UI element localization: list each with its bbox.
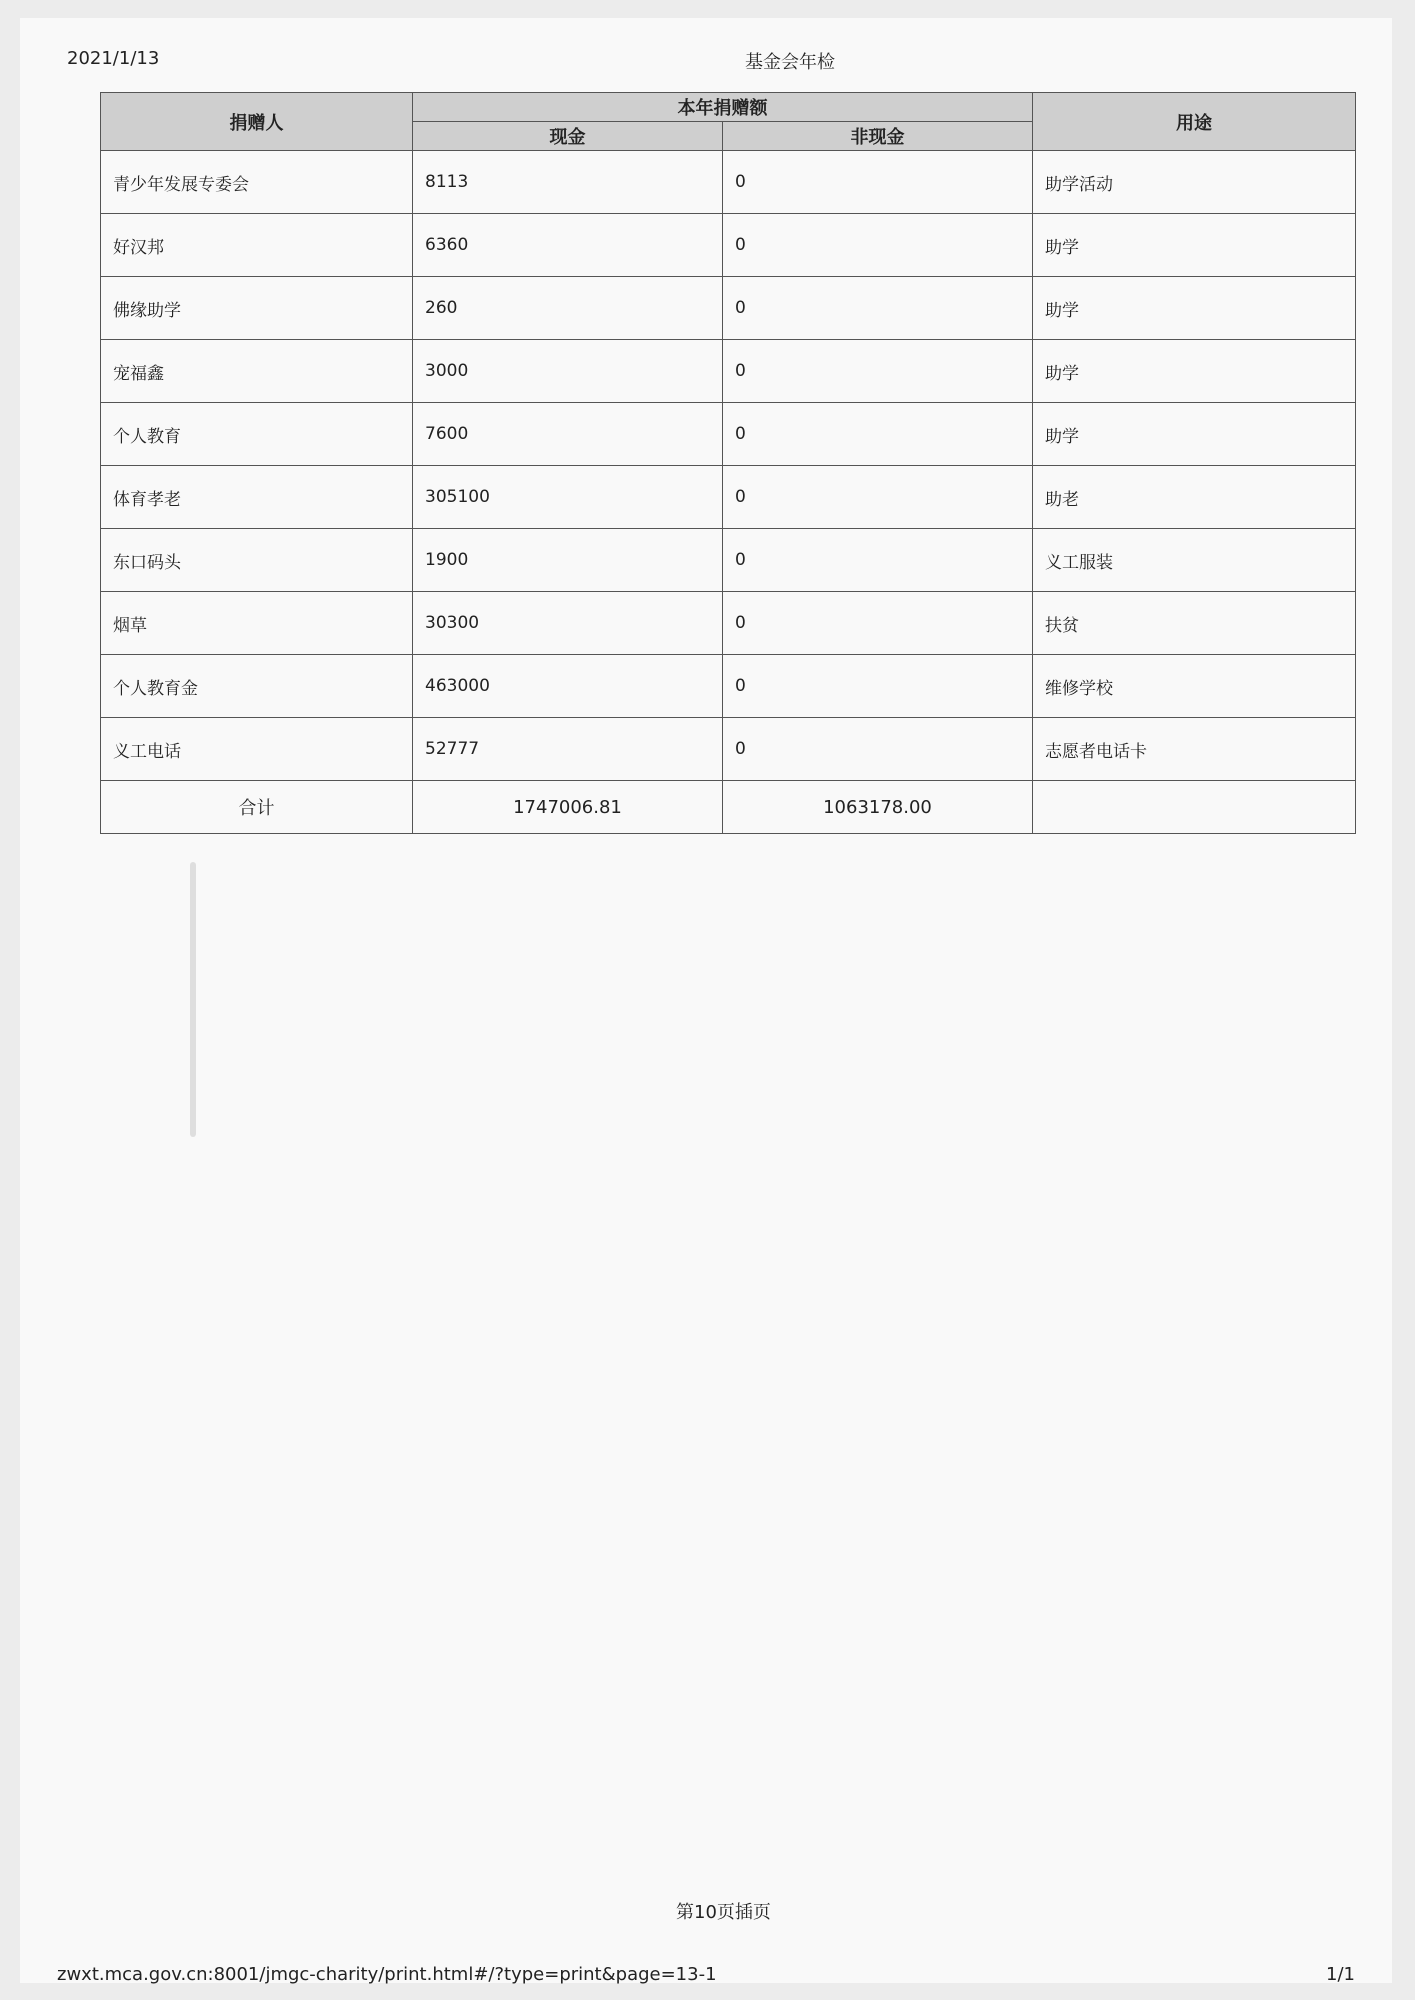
cell-noncash: 0 bbox=[723, 403, 1033, 466]
table-row bbox=[101, 466, 1356, 529]
cell-cash: 7600 bbox=[413, 403, 723, 466]
cell-donor: 烟草 bbox=[101, 592, 413, 655]
cell-donor: 东口码头 bbox=[101, 529, 413, 592]
table-row bbox=[101, 403, 1356, 466]
print-date: 2021/1/13 bbox=[67, 48, 160, 69]
cell-cash: 260 bbox=[413, 277, 723, 340]
cell-cash: 52777 bbox=[413, 718, 723, 781]
cell-purpose: 助老 bbox=[1033, 466, 1356, 529]
cell-cash: 305100 bbox=[413, 466, 723, 529]
cell-donor: 个人教育金 bbox=[101, 655, 413, 718]
cell-donor: 个人教育 bbox=[101, 403, 413, 466]
cash-header: 现金 bbox=[413, 122, 723, 151]
cell-cash: 8113 bbox=[413, 151, 723, 214]
cell-donor: 体育孝老 bbox=[101, 466, 413, 529]
table-row bbox=[101, 277, 1356, 340]
total-purpose bbox=[1033, 781, 1356, 834]
table-row bbox=[101, 151, 1356, 214]
cell-purpose: 助学 bbox=[1033, 403, 1356, 466]
cell-donor: 青少年发展专委会 bbox=[101, 151, 413, 214]
cell-cash: 463000 bbox=[413, 655, 723, 718]
cell-cash: 1900 bbox=[413, 529, 723, 592]
amount-group-header: 本年捐赠额 bbox=[413, 93, 1033, 122]
cell-purpose: 义工服装 bbox=[1033, 529, 1356, 592]
table-row bbox=[101, 529, 1356, 592]
insert-page-note: 第10页插页 bbox=[676, 1902, 771, 1923]
cell-donor: 好汉邦 bbox=[101, 214, 413, 277]
donations-table bbox=[100, 92, 1356, 834]
cell-purpose: 志愿者电话卡 bbox=[1033, 718, 1356, 781]
cell-purpose: 维修学校 bbox=[1033, 655, 1356, 718]
total-noncash: 1063178.00 bbox=[723, 781, 1033, 834]
noncash-header: 非现金 bbox=[723, 122, 1033, 151]
table-header-row bbox=[101, 93, 1356, 122]
cell-noncash: 0 bbox=[723, 151, 1033, 214]
cell-noncash: 0 bbox=[723, 592, 1033, 655]
cell-cash: 6360 bbox=[413, 214, 723, 277]
cell-noncash: 0 bbox=[723, 466, 1033, 529]
cell-donor: 宠福鑫 bbox=[101, 340, 413, 403]
cell-noncash: 0 bbox=[723, 214, 1033, 277]
table-row bbox=[101, 340, 1356, 403]
cell-purpose: 扶贫 bbox=[1033, 592, 1356, 655]
cell-noncash: 0 bbox=[723, 340, 1033, 403]
cell-purpose: 助学 bbox=[1033, 277, 1356, 340]
cell-purpose: 助学 bbox=[1033, 214, 1356, 277]
cell-noncash: 0 bbox=[723, 277, 1033, 340]
print-url: zwxt.mca.gov.cn:8001/jmgc-charity/print.html#/?type=print&page=13-1 bbox=[57, 1964, 717, 1985]
cell-donor: 义工电话 bbox=[101, 718, 413, 781]
table-body bbox=[101, 151, 1356, 781]
table-row bbox=[101, 718, 1356, 781]
document-title: 基金会年检 bbox=[745, 52, 835, 73]
cell-noncash: 0 bbox=[723, 655, 1033, 718]
cell-noncash: 0 bbox=[723, 718, 1033, 781]
total-label: 合计 bbox=[101, 781, 413, 834]
cell-cash: 3000 bbox=[413, 340, 723, 403]
donor-header: 捐赠人 bbox=[101, 93, 413, 151]
cell-cash: 30300 bbox=[413, 592, 723, 655]
cell-purpose: 助学活动 bbox=[1033, 151, 1356, 214]
table-row bbox=[101, 214, 1356, 277]
cell-purpose: 助学 bbox=[1033, 340, 1356, 403]
page-count: 1/1 bbox=[1326, 1964, 1355, 1985]
cell-noncash: 0 bbox=[723, 529, 1033, 592]
purpose-header: 用途 bbox=[1033, 93, 1356, 151]
total-cash: 1747006.81 bbox=[413, 781, 723, 834]
cell-donor: 佛缘助学 bbox=[101, 277, 413, 340]
scan-artifact bbox=[190, 862, 196, 1137]
table-row bbox=[101, 655, 1356, 718]
total-row bbox=[101, 781, 1356, 834]
table-row bbox=[101, 592, 1356, 655]
